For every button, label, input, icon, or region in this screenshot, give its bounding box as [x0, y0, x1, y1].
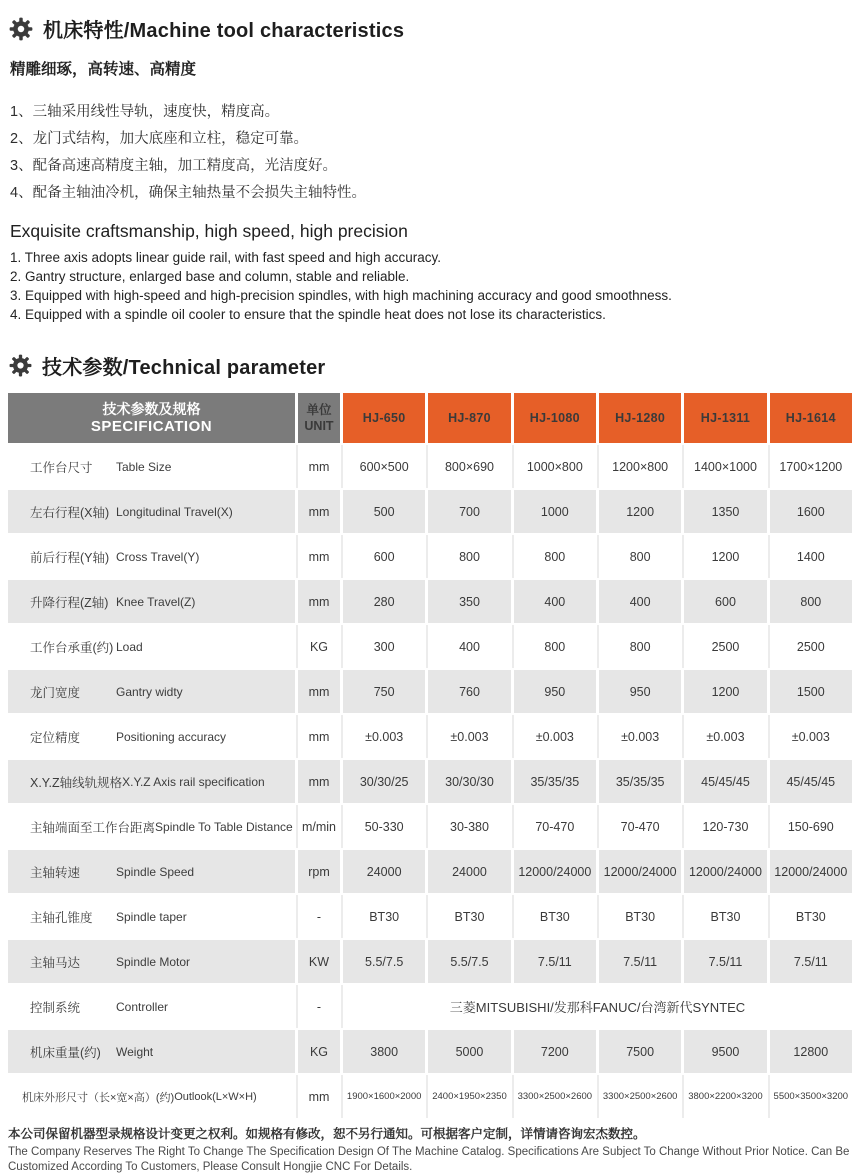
unit-cell: mm [298, 535, 340, 578]
value-cell: 2500 [684, 625, 766, 668]
value-cell: 800 [514, 535, 596, 578]
unit-cell: mm [298, 760, 340, 803]
spec-label-en: Longitudinal Travel(X) [116, 504, 233, 519]
feature-item-en: 4. Equipped with a spindle oil cooler to ensure that the spindle heat does not lose its characteristics. [10, 307, 606, 322]
feature-item-cn: 1、三轴采用线性导轨，速度快，精度高。 [10, 104, 280, 120]
spec-label [8, 805, 295, 848]
spec-label-cn: 主轴孔锥度 [30, 910, 93, 925]
value-cell: 120-730 [684, 805, 766, 848]
spec-label [8, 670, 295, 713]
feature-item-en: 2. Gantry structure, enlarged base and column, stable and reliable. [10, 269, 410, 284]
spec-label [8, 760, 295, 803]
gear-icon [8, 16, 34, 42]
value-cell: BT30 [684, 895, 766, 938]
spec-header-en: SPECIFICATION [90, 418, 213, 435]
spec-table-header [8, 393, 852, 443]
value-cell: 760 [428, 670, 510, 713]
value-cell: BT30 [343, 895, 425, 938]
table-row [8, 940, 852, 983]
table-row [8, 1075, 852, 1118]
value-cell: 400 [599, 580, 681, 623]
value-cell: 2500 [770, 625, 852, 668]
unit-cell: mm [298, 670, 340, 713]
spec-header-cell [8, 393, 295, 443]
value-cell: ±0.003 [770, 715, 852, 758]
spec-label-en: Spindle Speed [116, 864, 195, 879]
value-cell: 600×500 [343, 445, 425, 488]
value-cell: 7.5/11 [770, 940, 852, 983]
value-cell: 35/35/35 [599, 760, 681, 803]
value-cell: 3800×2200×3200 [684, 1075, 766, 1118]
features-title: 机床特性/Machine tool characteristics [43, 20, 405, 42]
table-row [8, 445, 852, 488]
spec-label-en: Outlook(L×W×H) [174, 1090, 257, 1103]
table-row [8, 895, 852, 938]
spec-label-en: Positioning accuracy [116, 729, 227, 744]
unit-cell: - [298, 895, 340, 938]
value-cell: 800 [599, 625, 681, 668]
value-cell: 30/30/25 [343, 760, 425, 803]
spec-header-cn: 技术参数及规格 [102, 401, 201, 417]
value-cell: ±0.003 [514, 715, 596, 758]
spec-label-en: Table Size [116, 459, 172, 474]
value-cell: ±0.003 [684, 715, 766, 758]
value-cell: 5.5/7.5 [428, 940, 510, 983]
value-cell: 45/45/45 [770, 760, 852, 803]
spec-label [8, 850, 295, 893]
value-cell: 7.5/11 [684, 940, 766, 983]
value-cell: 7.5/11 [599, 940, 681, 983]
unit-cell: mm [298, 445, 340, 488]
value-cell: 1400 [770, 535, 852, 578]
value-cell: 400 [428, 625, 510, 668]
spec-label [8, 1075, 295, 1118]
spec-label [8, 445, 295, 488]
value-cell: 1600 [770, 490, 852, 533]
value-cell: 800 [428, 535, 510, 578]
value-cell: 3800 [343, 1030, 425, 1073]
value-cell: 45/45/45 [684, 760, 766, 803]
unit-cell: - [298, 985, 340, 1028]
value-cell: 1000 [514, 490, 596, 533]
value-cell: BT30 [599, 895, 681, 938]
merged-value-cell: 三菱MITSUBISHI/发那科FANUC/台湾新代SYNTEC [343, 985, 852, 1028]
value-cell: 1200×800 [599, 445, 681, 488]
value-cell: 1500 [770, 670, 852, 713]
value-cell: 1900×1600×2000 [343, 1075, 425, 1118]
unit-cell: mm [298, 490, 340, 533]
value-cell: 1700×1200 [770, 445, 852, 488]
value-cell: 7200 [514, 1030, 596, 1073]
spec-label-cn: 工作台尺寸 [30, 460, 93, 475]
value-cell: 7500 [599, 1030, 681, 1073]
model-header-hj-650: HJ-650 [343, 393, 425, 443]
value-cell: 9500 [684, 1030, 766, 1073]
value-cell: 35/35/35 [514, 760, 596, 803]
value-cell: ±0.003 [428, 715, 510, 758]
spec-label-en: Gantry widty [116, 684, 183, 699]
feature-item-cn: 2、龙门式结构，加大底座和立柱，稳定可靠。 [10, 131, 309, 147]
unit-cell: KG [298, 625, 340, 668]
unit-cell: mm [298, 580, 340, 623]
value-cell: 1400×1000 [684, 445, 766, 488]
value-cell: ±0.003 [599, 715, 681, 758]
value-cell: 300 [343, 625, 425, 668]
spec-label [8, 940, 295, 983]
footer [8, 1126, 852, 1174]
spec-label-cn: 主轴端面至工作台距离 [30, 820, 156, 835]
value-cell: 30-380 [428, 805, 510, 848]
feature-item-cn: 3、配备高速高精度主轴，加工精度高，光洁度好。 [10, 158, 338, 174]
value-cell: 7.5/11 [514, 940, 596, 983]
value-cell: 700 [428, 490, 510, 533]
spec-label-cn: 前后行程(Y轴) [30, 550, 110, 565]
value-cell: 12000/24000 [599, 850, 681, 893]
spec-label-cn: 左右行程(X轴) [30, 505, 110, 520]
footer-disclaimer-cn: 本公司保留机器型录规格设计变更之权利。如规格有修改，恕不另行通知。可根据客户定制，详情请咨询宏杰数控。 [8, 1127, 646, 1141]
table-row [8, 1030, 852, 1073]
spec-label-en: Weight [116, 1044, 154, 1059]
value-cell: 30/30/30 [428, 760, 510, 803]
value-cell: 800 [770, 580, 852, 623]
table-row [8, 850, 852, 893]
footer-disclaimer-en: The Company Reserves The Right To Change The Specification Design Of The Machine Catalog. Specifications Are Subject To Change Without Prior Notice. Can Be Customized According To Customers, Please Consult Hongjie CNC For Details. [8, 1146, 850, 1173]
parameters-title-row [8, 351, 852, 380]
spec-label-en: Load [116, 639, 143, 654]
spec-label-en: Spindle To Table Distance [155, 819, 293, 834]
feature-list-cn [10, 99, 852, 207]
value-cell: 500 [343, 490, 425, 533]
feature-item-en: 3. Equipped with high-speed and high-precision spindles, with high machining accuracy and good smoothness. [10, 288, 672, 303]
table-row [8, 625, 852, 668]
unit-cell: rpm [298, 850, 340, 893]
value-cell: 950 [514, 670, 596, 713]
features-title-row [8, 14, 852, 43]
features-subtitle: 精雕细琢，高转速、高精度 [10, 61, 197, 78]
unit-header-cn: 单位 [306, 403, 332, 417]
value-cell: 12000/24000 [514, 850, 596, 893]
model-header-hj-870: HJ-870 [428, 393, 510, 443]
table-row [8, 985, 852, 1028]
table-row [8, 805, 852, 848]
value-cell: 12000/24000 [770, 850, 852, 893]
feature-list-en [10, 248, 852, 324]
spec-label-cn: 龙门宽度 [30, 685, 81, 700]
spec-label [8, 895, 295, 938]
value-cell: 12000/24000 [684, 850, 766, 893]
spec-label-cn: 主轴转速 [30, 865, 81, 880]
unit-header-cell [298, 393, 340, 443]
value-cell: BT30 [514, 895, 596, 938]
model-header-hj-1280: HJ-1280 [599, 393, 681, 443]
value-cell: 1200 [684, 535, 766, 578]
spec-label-cn: 升降行程(Z轴) [30, 595, 109, 610]
spec-label [8, 625, 295, 668]
value-cell: 3300×2500×2600 [514, 1075, 596, 1118]
value-cell: 400 [514, 580, 596, 623]
value-cell: 5500×3500×3200 [770, 1075, 852, 1118]
value-cell: 1200 [599, 490, 681, 533]
value-cell: 800 [599, 535, 681, 578]
spec-label-cn: 主轴马达 [30, 955, 81, 970]
table-row [8, 760, 852, 803]
table-row [8, 715, 852, 758]
unit-cell: mm [298, 1075, 340, 1118]
spec-label [8, 535, 295, 578]
value-cell: 12800 [770, 1030, 852, 1073]
value-cell: 800 [514, 625, 596, 668]
table-row [8, 490, 852, 533]
parameters-title: 技术参数/Technical parameter [42, 357, 326, 379]
model-header-hj-1614: HJ-1614 [770, 393, 852, 443]
spec-label [8, 580, 295, 623]
feature-item-cn: 4、配备主轴油冷机，确保主轴热量不会损失主轴特性。 [10, 185, 367, 201]
gear-icon [8, 353, 33, 378]
unit-cell: m/min [298, 805, 340, 848]
value-cell: 70-470 [514, 805, 596, 848]
spec-label-en: Cross Travel(Y) [116, 549, 200, 564]
value-cell: 150-690 [770, 805, 852, 848]
value-cell: 1350 [684, 490, 766, 533]
value-cell: 600 [684, 580, 766, 623]
unit-cell: KG [298, 1030, 340, 1073]
value-cell: 950 [599, 670, 681, 713]
spec-label-cn: 机床外形尺寸（长×宽×高）(约) [22, 1091, 175, 1104]
spec-label-en: Knee Travel(Z) [116, 594, 196, 609]
model-header-hj-1311: HJ-1311 [684, 393, 766, 443]
model-header-hj-1080: HJ-1080 [514, 393, 596, 443]
features-en-title: Exquisite craftsmanship, high speed, high precision [10, 221, 408, 241]
spec-label [8, 715, 295, 758]
value-cell: 800×690 [428, 445, 510, 488]
spec-label-en: Controller [116, 999, 169, 1014]
value-cell: BT30 [770, 895, 852, 938]
value-cell: 24000 [428, 850, 510, 893]
spec-label-cn: 工作台承重(约) [30, 640, 114, 655]
spec-label-cn: X.Y.Z轴线轨规格 [30, 775, 123, 790]
spec-table [8, 393, 852, 1118]
feature-item-en: 1. Three axis adopts linear guide rail, with fast speed and high accuracy. [10, 250, 441, 265]
spec-label-en: Spindle Motor [116, 954, 191, 969]
spec-label-cn: 定位精度 [30, 730, 81, 745]
value-cell: 5000 [428, 1030, 510, 1073]
unit-cell: mm [298, 715, 340, 758]
table-row [8, 580, 852, 623]
spec-table-body [8, 445, 852, 1118]
value-cell: ±0.003 [343, 715, 425, 758]
unit-header-en: UNIT [304, 419, 334, 433]
spec-label-cn: 机床重量(约) [30, 1045, 101, 1060]
spec-label [8, 490, 295, 533]
value-cell: 70-470 [599, 805, 681, 848]
unit-cell: KW [298, 940, 340, 983]
value-cell: 5.5/7.5 [343, 940, 425, 983]
spec-label [8, 1030, 295, 1073]
value-cell: 50-330 [343, 805, 425, 848]
value-cell: 24000 [343, 850, 425, 893]
value-cell: BT30 [428, 895, 510, 938]
value-cell: 600 [343, 535, 425, 578]
value-cell: 1200 [684, 670, 766, 713]
value-cell: 3300×2500×2600 [599, 1075, 681, 1118]
spec-label-cn: 控制系统 [30, 1000, 81, 1015]
value-cell: 1000×800 [514, 445, 596, 488]
value-cell: 750 [343, 670, 425, 713]
table-row [8, 670, 852, 713]
spec-label-en: X.Y.Z Axis rail specification [122, 774, 265, 789]
value-cell: 2400×1950×2350 [428, 1075, 510, 1118]
value-cell: 280 [343, 580, 425, 623]
spec-label-en: Spindle taper [116, 909, 187, 924]
table-row [8, 535, 852, 578]
value-cell: 350 [428, 580, 510, 623]
spec-label [8, 985, 295, 1028]
